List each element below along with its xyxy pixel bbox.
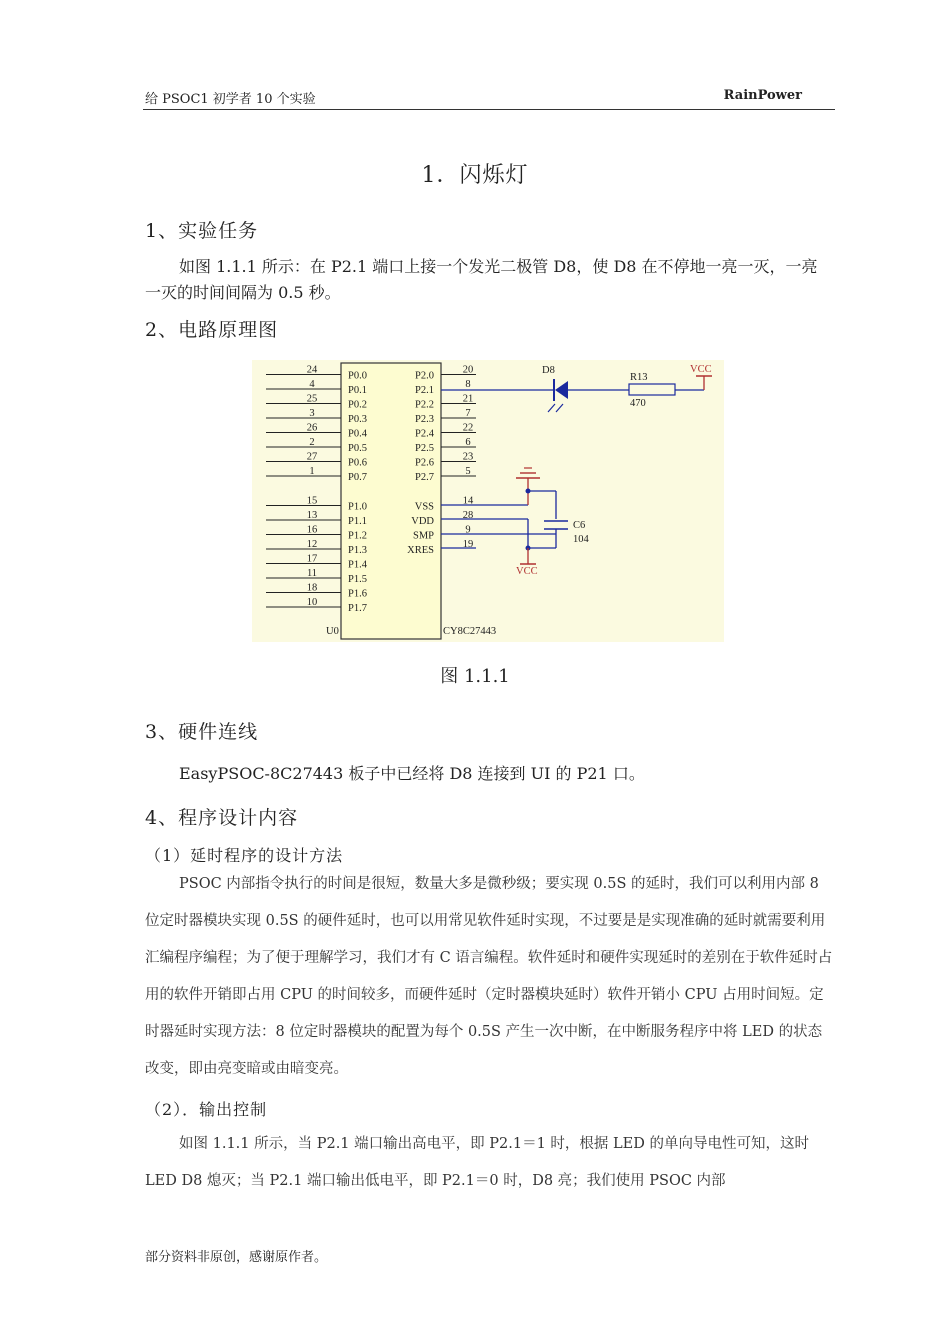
section-3-body: EasyPSOC-8C27443 板子中已经将 D8 连接到 UI 的 P21 口。: [179, 764, 645, 783]
left-pin-name: P1.5: [348, 574, 367, 585]
led-ref: D8: [542, 365, 555, 376]
left-pin-name: P0.5: [348, 443, 367, 454]
resistor-ref: R13: [630, 372, 648, 383]
right-pin-number: 22: [462, 422, 474, 434]
left-pin-name: P0.2: [348, 399, 367, 411]
subsection-2-body: 如图 1.1.1 所示，当 P2.1 端口输出高电平，即 P2.1＝1 时，根据 LED 的单向导电性可知，这时 LED D8 熄灭；当 P2.1 端口输出低电平，即 P2.1＝0 时，D8 亮；我们使用 PSOC 内部: [145, 1136, 809, 1189]
left-pin-number: 25: [306, 393, 318, 405]
subsection-2-heading: （2）．输出控制: [145, 1100, 268, 1119]
led-arrow-1: [548, 404, 555, 412]
page-title: 1．闪烁灯: [421, 163, 529, 188]
chip-ref: U0: [326, 626, 339, 637]
left-pin-number: 18: [306, 582, 318, 594]
left-pin-number: 24: [306, 364, 318, 376]
left-pin-name: P0.6: [348, 457, 367, 469]
resistor-value: 470: [630, 398, 646, 409]
right-pin-name: P2.5: [415, 443, 434, 454]
section-1-heading: 1、实验任务: [145, 220, 259, 242]
subsection-1-heading: （1）延时程序的设计方法: [145, 846, 344, 865]
right-pin-number: 9: [465, 524, 471, 536]
left-pin-number: 10: [306, 597, 318, 608]
left-pin-name: P1.6: [348, 588, 367, 600]
resistor-r13: [629, 384, 675, 395]
right-pin-name: P2.0: [415, 370, 434, 382]
cap-ref: C6: [573, 520, 586, 531]
header-left: 给 PSOC1 初学者 10 个实验: [145, 92, 316, 107]
right-pin-number: 20: [462, 364, 474, 376]
vcc-bottom-label: VCC: [516, 566, 538, 577]
left-pin-name: P0.4: [348, 428, 367, 440]
right-pin-number: 19: [462, 539, 474, 550]
left-pin-number: 13: [306, 510, 318, 521]
left-pin-number: 2: [309, 437, 315, 448]
right-pin-number: 6: [465, 437, 471, 448]
left-pin-number: 17: [306, 553, 318, 565]
subsection-1-body: PSOC 内部指令执行的时间是很短，数量大多是微秒级；要实现 0.5S 的延时，我们可以利用内部 8 位定时器模块实现 0.5S 的硬件延时，也可以用常见软件延时实现，不过要是是实现准确的延时就需要利用汇编程序编程；为了便于理解学习，我们才有 C 语言编程。软件延时和硬件实现延时的差别在于软件延时占用的软件开销即占用 CPU 的时间较多，而硬件延时（定时器模块延时）软件开销小 CPU 占用时间短。定时器延时实现方法：8 位定时器模块的配置为每个 0.5S 产生一次中断，在中断服务程序中将 LED 的状态改变，即由亮变暗或由暗变亮。: [145, 876, 833, 1077]
cap-value: 104: [573, 534, 589, 545]
right-pin-name: P2.6: [415, 457, 434, 469]
section-3-heading: 3、硬件连线: [145, 721, 259, 743]
left-pin-number: 11: [306, 568, 318, 579]
left-pin-number: 27: [306, 451, 318, 463]
right-pin-name: P2.7: [415, 472, 434, 483]
right-pin-name: XRES: [407, 545, 434, 556]
left-pin-number: 1: [309, 466, 315, 477]
header-right: RainPower: [723, 88, 802, 103]
right-pin-name: SMP: [412, 530, 434, 542]
right-pin-number: 21: [462, 393, 474, 405]
right-pin-name: P2.3: [415, 414, 434, 425]
footer-note: 部分资料非原创，感谢原作者。: [145, 1250, 328, 1265]
vcc-top-label: VCC: [690, 364, 712, 375]
left-pin-name: P0.3: [348, 414, 367, 425]
chip-part: CY8C27443: [443, 626, 497, 637]
led-arrow-2: [556, 404, 563, 412]
header-divider: [143, 109, 835, 110]
right-pin-number: 23: [462, 451, 474, 463]
right-pin-name: P2.4: [415, 428, 434, 440]
section-2-heading: 2、电路原理图: [145, 319, 279, 341]
right-pin-number: 5: [465, 466, 471, 477]
right-pin-name: P2.1: [415, 385, 434, 396]
figure-caption: 图 1.1.1: [440, 666, 510, 687]
left-pin-name: P1.2: [348, 530, 367, 542]
left-pin-number: 3: [309, 408, 315, 419]
left-pin-name: P1.1: [348, 516, 367, 527]
section-1-body: 如图 1.1.1 所示：在 P2.1 端口上接一个发光二极管 D8，使 D8 在不停地一亮一灭，一亮一灭的时间间隔为 0.5 秒。: [145, 257, 818, 302]
left-pin-number: 26: [306, 422, 318, 434]
left-pin-name: P0.7: [348, 472, 367, 483]
circuit-schematic: [252, 360, 724, 642]
right-pin-number: 14: [462, 495, 474, 507]
left-pin-name: P1.0: [348, 501, 367, 513]
section-4-heading: 4、程序设计内容: [145, 807, 299, 829]
left-pin-number: 15: [306, 495, 318, 507]
schematic-svg: [252, 360, 724, 642]
left-pin-name: P1.7: [348, 603, 367, 614]
left-pin-name: P0.1: [348, 385, 367, 396]
right-pin-number: 7: [465, 408, 471, 419]
left-pin-name: P0.0: [348, 370, 367, 382]
right-pin-number: 8: [465, 379, 471, 390]
led-d8-symbol: [555, 381, 568, 399]
left-pin-number: 16: [306, 524, 318, 536]
left-pin-name: P1.4: [348, 559, 367, 571]
left-pin-name: P1.3: [348, 545, 367, 556]
left-pin-number: 12: [306, 539, 318, 550]
right-pin-name: P2.2: [415, 399, 434, 411]
right-pin-number: 28: [462, 510, 474, 521]
left-pin-number: 4: [309, 379, 315, 390]
right-pin-name: VSS: [414, 501, 434, 513]
right-pin-name: VDD: [411, 516, 434, 527]
